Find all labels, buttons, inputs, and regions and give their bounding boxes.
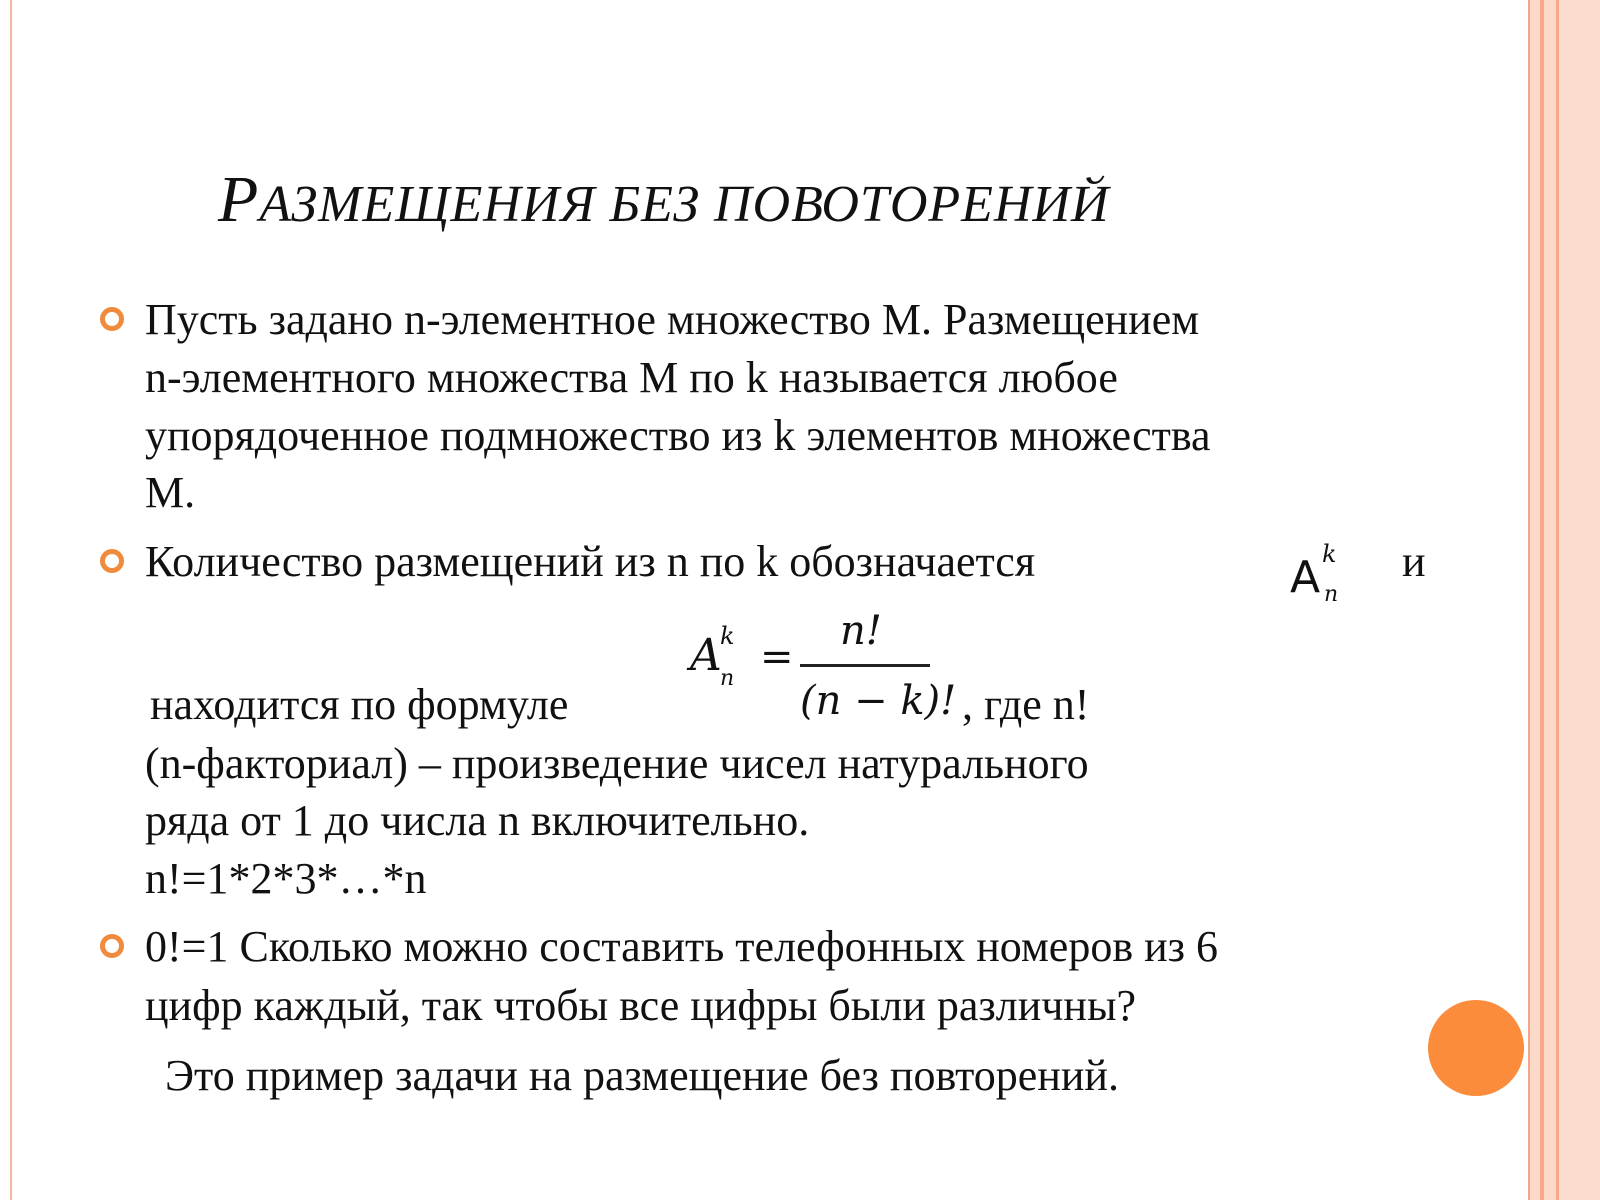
bullet-icon <box>100 307 124 331</box>
bullet-icon <box>100 549 124 573</box>
bullet-2-line-2: находится по формуле <box>150 680 569 729</box>
bullet-2-line-1: Количество размещений из n по k обозначается <box>145 537 1036 586</box>
frame-right-band <box>1559 0 1600 1200</box>
bullet-1-line-3: упорядоченное подмножество из k элементов множества <box>145 411 1211 460</box>
bullet-3-line-2: цифр каждый, так чтобы все цифры были различны? <box>145 981 1137 1030</box>
arrangements-notation <box>1290 542 1360 612</box>
notation-base: A <box>1290 552 1321 603</box>
slide-title-rest: АЗМЕЩЕНИЯ БЕЗ ПОВОТОРЕНИЙ <box>259 176 1110 233</box>
bullet-2-line-3: (n-факториал) – произведение чисел натурального <box>145 739 1089 788</box>
formula-superscript: k <box>720 622 735 650</box>
bullet-2-line-5: n!=1*2*3*…*n <box>145 854 427 903</box>
frame-left-border <box>10 0 12 1200</box>
slide-title-cap: Р <box>218 163 260 236</box>
bullet-2-line-2-tail: , где n! <box>962 680 1090 729</box>
bullet-2-line-1-tail: и <box>1402 537 1426 586</box>
slide-title <box>218 162 1418 238</box>
notation-superscript: k <box>1322 540 1337 568</box>
formula-subscript: n <box>720 666 735 691</box>
bullet-3-line-1: 0!=1 Сколько можно составить телефонных номеров из 6 <box>145 922 1219 971</box>
fraction-bar <box>800 664 930 667</box>
formula-denominator: (n − k)! <box>800 678 957 724</box>
frame-right-band <box>1544 0 1556 1200</box>
notation-subscript: n <box>1324 582 1339 607</box>
closing-line: Это пример задачи на размещение без повторений. <box>165 1051 1119 1100</box>
bullet-2-line-4: ряда от 1 до числа n включительно. <box>145 796 810 845</box>
bullet-1-line-1: Пусть задано n-элементное множество М. Размещением <box>145 295 1200 344</box>
formula-equals: = <box>760 634 794 680</box>
bullet-1-line-2: n-элементного множества М по k называется любое <box>145 353 1118 402</box>
arrangements-formula <box>690 608 957 752</box>
frame-right-line <box>1528 0 1530 1200</box>
bullet-icon <box>100 934 124 958</box>
formula-numerator: n! <box>840 608 882 654</box>
bullet-1-line-4: М. <box>145 468 196 517</box>
formula-base: A <box>690 630 722 681</box>
decorative-orange-circle <box>1428 1000 1524 1096</box>
